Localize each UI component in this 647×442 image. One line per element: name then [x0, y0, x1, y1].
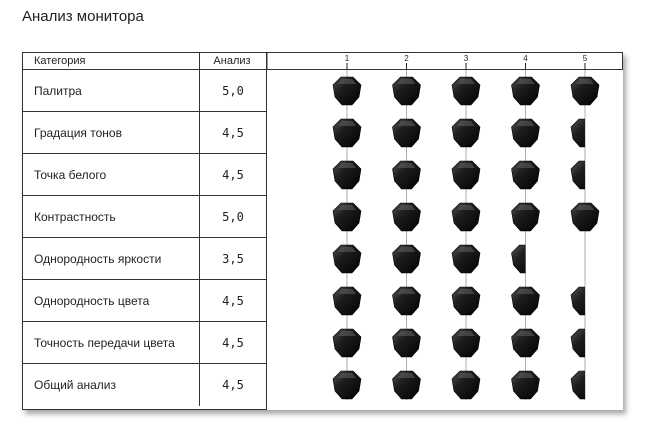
rating-knob-icon — [571, 203, 599, 231]
rating-knob-icon — [333, 203, 361, 231]
rating-half-knob-icon — [571, 161, 599, 189]
analysis-value: 5,0 — [199, 196, 266, 238]
table-row — [23, 364, 266, 406]
rating-knob-icon — [452, 245, 480, 273]
rating-knob-icon — [333, 119, 361, 147]
rating-knob-icon — [393, 287, 421, 315]
rating-table — [22, 52, 623, 410]
scale-tick-label: 4 — [523, 54, 528, 63]
scale-tick-label: 3 — [463, 54, 469, 63]
rating-knob-icon — [452, 77, 480, 105]
rating-knob-icon — [452, 287, 480, 315]
rating-knob-icon — [452, 203, 480, 231]
table-row — [23, 112, 266, 154]
table-row — [23, 280, 266, 322]
category-label: Однородность яркости — [34, 252, 162, 266]
category-label: Палитра — [34, 84, 82, 98]
rating-knob-icon — [512, 329, 540, 357]
rating-knob-icon — [393, 371, 421, 399]
header-category: Категория — [34, 55, 86, 67]
page-title: Анализ монитора — [22, 8, 144, 25]
rating-half-knob-icon — [571, 371, 599, 399]
rating-half-knob-icon — [571, 329, 599, 357]
category-label: Точность передачи цвета — [34, 336, 175, 350]
table-row — [23, 322, 266, 364]
rating-knob-icon — [452, 371, 480, 399]
analysis-value: 4,5 — [199, 280, 266, 322]
analysis-value: 5,0 — [199, 70, 266, 112]
rating-half-knob-icon — [571, 119, 599, 147]
category-label: Общий анализ — [34, 378, 117, 392]
scale-tick-label: 1 — [344, 54, 350, 63]
rating-knob-icon — [512, 161, 540, 189]
rating-knob-icon — [393, 245, 421, 273]
rating-half-knob-icon — [512, 245, 540, 273]
rating-knob-icon — [512, 203, 540, 231]
analysis-value: 3,5 — [199, 238, 266, 280]
rating-knob-icon — [452, 161, 480, 189]
analysis-value: 4,5 — [199, 322, 266, 364]
category-label: Градация тонов — [34, 126, 122, 140]
rating-half-knob-icon — [571, 287, 599, 315]
rating-knob-icon — [512, 371, 540, 399]
rating-knob-icon — [393, 119, 421, 147]
rating-knob-icon — [393, 203, 421, 231]
rating-knob-icon — [333, 287, 361, 315]
scale-tick-label: 5 — [582, 54, 588, 63]
table-row — [23, 154, 266, 196]
rating-knob-icon — [393, 77, 421, 105]
rating-knob-icon — [333, 245, 361, 273]
rating-knob-icon — [393, 161, 421, 189]
scale-tick-label: 2 — [404, 54, 409, 63]
rating-knob-icon — [333, 161, 361, 189]
rating-knob-icon — [512, 119, 540, 147]
rating-knob-icon — [333, 371, 361, 399]
category-label: Однородность цвета — [34, 294, 150, 308]
rating-scale-chart — [267, 52, 623, 410]
rating-knob-icon — [571, 77, 599, 105]
category-rows — [22, 70, 267, 410]
analysis-value: 4,5 — [199, 364, 266, 406]
analysis-value: 4,5 — [199, 154, 266, 196]
rating-knob-icon — [452, 329, 480, 357]
category-label: Точка белого — [34, 168, 107, 182]
scale-header — [267, 53, 623, 70]
category-label: Контрастность — [34, 210, 116, 224]
rating-knob-icon — [393, 329, 421, 357]
table-row — [23, 196, 266, 238]
rating-knob-icon — [452, 119, 480, 147]
analysis-value: 4,5 — [199, 112, 266, 154]
rating-knob-icon — [512, 287, 540, 315]
rating-knob-icon — [333, 329, 361, 357]
header-analysis: Анализ — [213, 55, 251, 67]
rating-knob-icon — [333, 77, 361, 105]
rating-knob-icon — [512, 77, 540, 105]
table-row — [23, 70, 266, 112]
table-row — [23, 238, 266, 280]
